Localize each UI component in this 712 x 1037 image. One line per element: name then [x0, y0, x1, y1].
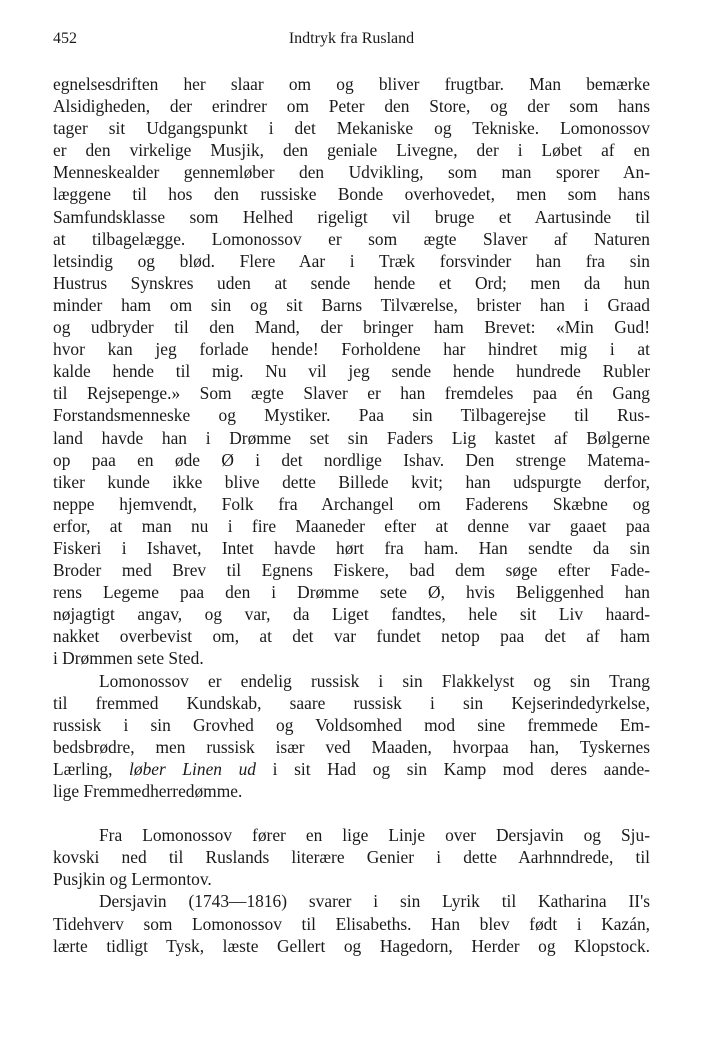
paragraph-2 — [53, 670, 650, 803]
text-line: læggene til hos den russiske Bonde overhovedet, men som hans — [53, 184, 650, 205]
text-line: minder ham om sin og sit Barns Tilværelse, brister han i Graad — [53, 294, 650, 315]
text-line: nakket overbevist om, at det var fundet netop paa det af ham — [53, 626, 650, 647]
text-line: at tilbagelægge. Lomonossov er som ægte Slaver af Naturen — [53, 228, 650, 249]
section-gap — [53, 802, 650, 824]
text-line: Hustrus Synskres uden at sende hende et Ord; men da hun — [53, 272, 650, 293]
paragraph-1 — [53, 73, 650, 670]
text-line: Dersjavin (1743—1816) svarer i sin Lyrik til Katharina II's — [99, 891, 650, 912]
text-line: kalde hende til mig. Nu vil jeg sende hende hundrede Rubler — [53, 361, 650, 382]
text-line: tiker kunde ikke blive dette Billede kvit; han udspurgte derfor, — [53, 471, 650, 492]
text-line: til Rejsepenge.» Som ægte Slaver er han fremdeles paa én Gang — [53, 383, 650, 404]
paragraph-3 — [53, 824, 650, 890]
text-line: Lomonossov er endelig russisk i sin Flakkelyst og sin Trang — [99, 670, 650, 691]
text-line: rens Legeme paa den i Drømme sete Ø, hvis Beliggenhed han — [53, 582, 650, 603]
paragraph-4 — [53, 890, 650, 956]
text-line: Broder med Brev til Egnens Fiskere, bad dem søge efter Fade- — [53, 560, 650, 581]
text-line: Samfundsklasse som Helhed rigeligt vil bruge et Aartusinde til — [53, 206, 650, 227]
text-line: kovski ned til Ruslands literære Genier i dette Aarhnndrede, til — [53, 847, 650, 868]
text-line: Tidehverv som Lomonossov til Elisabeths. Han blev født i Kazán, — [53, 913, 650, 934]
text-line: op paa en øde Ø i det nordlige Ishav. Den strenge Matema- — [53, 449, 650, 470]
page-header — [53, 30, 650, 54]
text-line: til fremmed Kundskab, saare russisk i sin Kejserindedyrkelse, — [53, 692, 650, 713]
text-line-with-italic — [53, 758, 650, 780]
body-text — [53, 73, 650, 957]
text-line: lige Fremmedherredømme. — [53, 781, 243, 801]
text-line: lærte tidligt Tysk, læste Gellert og Hagedorn, Herder og Klopstock. — [53, 935, 650, 956]
italic-phrase: løber Linen ud — [129, 758, 257, 779]
text-line: Alsidigheden, der erindrer om Peter den Store, og der som hans — [53, 96, 650, 117]
text-line: Pusjkin og Lermontov. — [53, 869, 212, 890]
running-title: Indtryk fra Rusland — [288, 30, 415, 47]
text-line: egnelsesdriften her slaar om og bliver frugtbar. Man bemærke — [53, 74, 650, 94]
text-line: Fiskeri i Ishavet, Intet havde hørt fra ham. Han sendte da sin — [53, 537, 650, 558]
text-line: bedsbrødre, men russisk især ved Maaden, hvorpaa han, Tyskernes — [53, 736, 650, 757]
text-line: Fra Lomonossov fører en lige Linje over Dersjavin og Sju- — [99, 825, 650, 846]
text-line: i Drømmen sete Sted. — [53, 648, 204, 669]
text-line: neppe hjemvendt, Folk fra Archangel om Faderens Skæbne og — [53, 493, 650, 514]
line-end: i sit Had og sin Kamp mod deres aande- — [272, 758, 650, 779]
text-line: russisk i sin Grovhed og Voldsomhed mod sine fremmede Em- — [53, 714, 650, 735]
text-line: letsindig og blød. Flere Aar i Træk forsvinder han fra sin — [53, 250, 650, 271]
text-line: hvor kan jeg forlade hende! Forholdene har hindret mig i at — [53, 339, 650, 360]
text-line: Menneskealder gennemløber den Udvikling, som man sporer An- — [53, 162, 650, 183]
page-number: 452 — [53, 30, 77, 47]
text-line: erfor, at man nu i fire Maaneder efter at denne var gaaet paa — [53, 515, 650, 536]
text-line: og udbryder til den Mand, der bringer ham Brevet: «Min Gud! — [53, 317, 650, 338]
text-line: Forstandsmenneske og Mystiker. Paa sin Tilbagerejse til Rus- — [53, 405, 650, 426]
text-line: nøjagtigt angav, og var, da Liget fandtes, hele sit Liv haard- — [53, 604, 650, 625]
text-line: tager sit Udgangspunkt i det Mekaniske og Tekniske. Lomonossov — [53, 118, 650, 139]
text-line: er den virkelige Musjik, den geniale Livegne, der i Løbet af en — [53, 140, 650, 161]
line-start: Lærling, — [53, 758, 113, 779]
text-line: land havde han i Drømme set sin Faders Lig kastet af Bølgerne — [53, 427, 650, 448]
